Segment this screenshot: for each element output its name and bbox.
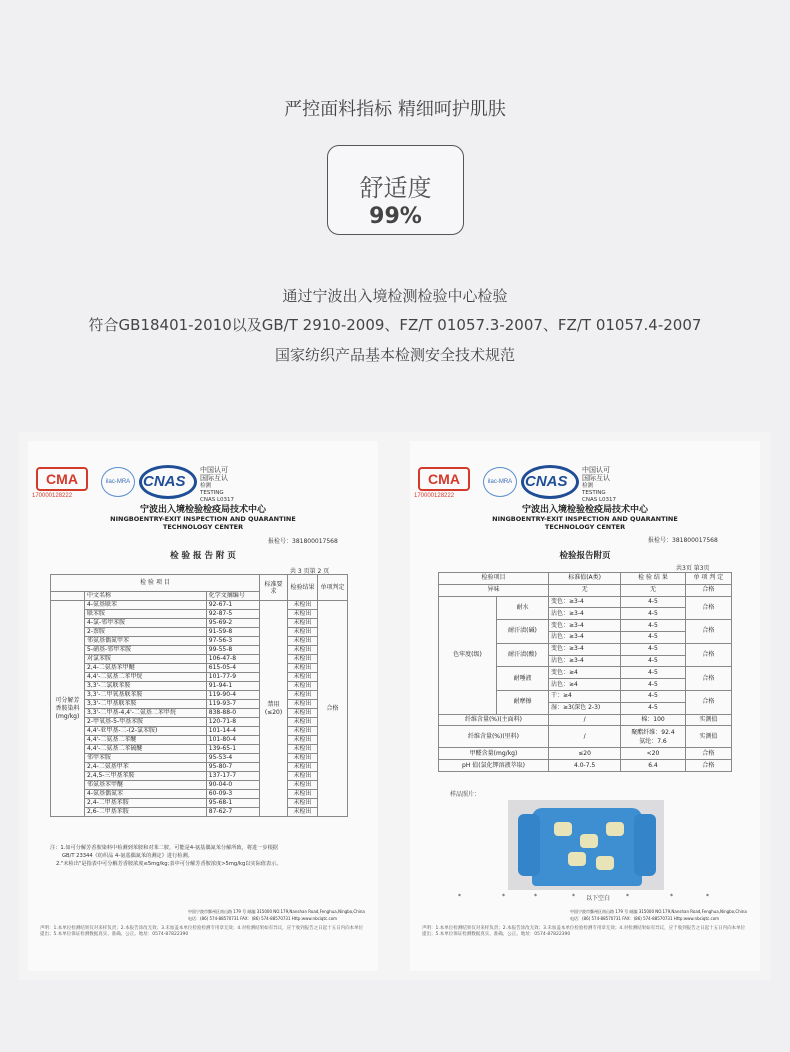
cma-id: 170000128222 — [32, 493, 73, 499]
result-value: 未检出 — [288, 691, 318, 700]
bear-print — [596, 856, 614, 870]
star-mark: * — [534, 893, 537, 900]
sub-label: 耐唾液 — [497, 667, 549, 691]
result-value: 未检出 — [288, 700, 318, 709]
cas-number: 119-90-4 — [206, 691, 259, 700]
cnas-text: CNAS — [525, 473, 568, 490]
org-name-en1: NINGBOENTRY-EXIT INSPECTION AND QUARANTINE — [110, 515, 296, 523]
note-2: 2."未检出"是指表中可分解芳香胺浓度≤5mg/kg;表中可分解芳香胺浓度>5mg/kg以实际值表示。 — [56, 861, 282, 867]
result-line-2: 氨纶：7.6 — [639, 737, 667, 745]
footer-disclaimer: 声明：1.本单位检测结果仅对来样负责；2.本报告涂改无效；3.未加盖本单位检验检测专用章无效；4.对检测结果如有异议，应于收到报告之日起十五日内向本单位提出；5.本单位保证检测数据真实、准确、公正。地址：0574-87822390 — [422, 926, 746, 937]
report-no: 报检号：381800017568 — [648, 537, 718, 544]
table-row — [51, 790, 348, 799]
amine-name: 4,4'-二氨基二苯醚 — [85, 736, 207, 745]
table-row — [51, 772, 348, 781]
comfort-label: 舒适度 — [359, 174, 432, 202]
result-value: 未检出 — [288, 763, 318, 772]
item-name: 纤维含量(%)(里料) — [439, 726, 549, 748]
judge-value: 实测值 — [685, 714, 731, 726]
result-value: 未检出 — [288, 655, 318, 664]
star-mark: * — [458, 893, 461, 900]
left-sleeve — [518, 814, 540, 876]
cas-number: 60-09-3 — [206, 790, 259, 799]
cas-number: 92-87-5 — [206, 610, 259, 619]
amine-name: 邻甲苯胺 — [85, 754, 207, 763]
comfort-badge — [327, 145, 464, 235]
ilac-mra-logo: ilac-MRA — [483, 467, 517, 497]
cnas-cn1: 中国认可 — [200, 466, 228, 474]
detail-value: 沾色：≥3-4 — [549, 608, 621, 620]
star-mark: * — [626, 893, 629, 900]
cas-number: 90-04-0 — [206, 781, 259, 790]
amine-name: 联苯胺 — [85, 610, 207, 619]
table-row — [51, 718, 348, 727]
amine-name: 邻氨基偶氮甲苯 — [85, 637, 207, 646]
amine-name: 2-甲氧基-5-甲基苯胺 — [85, 718, 207, 727]
page-counter: 共3页 第3页 — [676, 565, 710, 572]
cma-logo: CMA — [418, 467, 470, 491]
cas-number: 615-05-4 — [206, 664, 259, 673]
amine-name: 4,4'-二氨基二苯硫醚 — [85, 745, 207, 754]
col-result: 检验结果 — [288, 575, 318, 601]
cas-number: 137-17-7 — [206, 772, 259, 781]
report-page-2 — [28, 441, 378, 971]
table-row — [51, 610, 348, 619]
sub-label: 耐摩擦 — [497, 690, 549, 714]
standards-line: 符合GB18401-2010以及GB/T 2910-2009、FZ/T 01057.3-2007、FZ/T 01057.4-2007 — [88, 316, 702, 334]
azo-dye-table — [50, 574, 348, 817]
result-value: 未检出 — [288, 619, 318, 628]
detail-value: 变色：≥4 — [549, 667, 621, 679]
std-value: / — [549, 714, 621, 726]
star-mark: * — [572, 893, 575, 900]
cnas-info — [582, 467, 616, 504]
result-value: 4-5 — [621, 643, 685, 655]
item-name: pH 值(氯化钾溶液萃取) — [439, 760, 549, 772]
inspection-line: 通过宁波出入境检测检验中心检验 — [282, 287, 508, 305]
result-value: 未检出 — [288, 610, 318, 619]
page-counter: 共 3 页第 2 页 — [290, 568, 330, 575]
cnas-logo — [521, 465, 579, 499]
amine-name: 对氯苯胺 — [85, 655, 207, 664]
table-row — [51, 808, 348, 817]
table-row — [51, 781, 348, 790]
table-row — [51, 763, 348, 772]
cas-number: 120-71-8 — [206, 718, 259, 727]
footer-tel: 电话：(86) 574-88570731 FAX：(86) 574-88570731 Http:www.nbciqtc.com — [570, 916, 720, 921]
amine-name: 2-萘胺 — [85, 628, 207, 637]
result-value: 未检出 — [288, 718, 318, 727]
result-value: 未检出 — [288, 736, 318, 745]
bear-print — [568, 852, 586, 866]
result-value: 4-5 — [621, 702, 685, 714]
cnas-cn3: 检测 — [200, 483, 212, 489]
table-row — [51, 691, 348, 700]
table-header-row — [439, 573, 732, 585]
cnas-cn2: 国际互认 — [200, 474, 228, 482]
result-value: 未检出 — [288, 601, 318, 610]
sub-label: 耐汗渍(酸) — [497, 643, 549, 667]
cas-number: 92-67-1 — [206, 601, 259, 610]
table-row — [51, 709, 348, 718]
result-value: 未检出 — [288, 709, 318, 718]
result-value: 未检出 — [288, 727, 318, 736]
table-row — [439, 714, 732, 726]
detail-value: 干：≥4 — [549, 690, 621, 702]
result-value: 无 — [621, 584, 685, 596]
result-value: 未检出 — [288, 772, 318, 781]
table-row — [51, 655, 348, 664]
judge-value: 合格 — [685, 748, 731, 760]
ilac-mra-logo: ilac-MRA — [101, 467, 135, 497]
result-value: 4-5 — [621, 631, 685, 643]
report-heading: 检验报告附页 — [559, 551, 611, 561]
notes — [50, 844, 350, 868]
result-value: <20 — [621, 748, 685, 760]
spec-line: 国家纺织产品基本检测安全技术规范 — [274, 346, 515, 364]
col-item: 检验项目 — [439, 573, 549, 585]
col-result: 检 验 结 果 — [621, 573, 685, 585]
sweatshirt-image — [532, 808, 642, 886]
result-value: 未检出 — [288, 754, 318, 763]
amine-name: 5-硝基-邻甲苯胺 — [85, 646, 207, 655]
table-row — [51, 637, 348, 646]
cas-number: 101-80-4 — [206, 736, 259, 745]
cnas-info — [200, 467, 234, 504]
table-row — [439, 726, 732, 748]
report-header — [410, 455, 760, 505]
cas-number: 95-68-1 — [206, 799, 259, 808]
sub-label: 耐汗渍(碱) — [497, 620, 549, 644]
result-value: 4-5 — [621, 655, 685, 667]
table-row — [51, 700, 348, 709]
detail-value: 变色：≥3-4 — [549, 643, 621, 655]
cnas-text: CNAS — [143, 473, 186, 490]
table-row — [51, 628, 348, 637]
cas-number: 119-93-7 — [206, 700, 259, 709]
col-judge: 单 项 判 定 — [685, 573, 731, 585]
amine-name: 邻氨基苯甲醚 — [85, 781, 207, 790]
amine-name: 3,3'-二甲基联苯胺 — [85, 700, 207, 709]
judge-value: 实测值 — [685, 726, 731, 748]
table-row — [51, 601, 348, 610]
amine-name: 2,4-二甲基苯胺 — [85, 799, 207, 808]
judge-value: 合格 — [318, 601, 348, 817]
cas-number: 95-53-4 — [206, 754, 259, 763]
right-sleeve — [634, 814, 656, 876]
judge-value: 合格 — [685, 584, 731, 596]
table-row — [51, 646, 348, 655]
bear-print — [580, 834, 598, 848]
judge-value: 合格 — [685, 667, 731, 691]
table-row — [51, 673, 348, 682]
detail-value: 沾色：≥4 — [549, 679, 621, 691]
result-value: 未检出 — [288, 664, 318, 673]
cas-number: 95-69-2 — [206, 619, 259, 628]
org-name-cn: 宁波出入境检验检疫局技术中心 — [521, 505, 648, 515]
org-name-en2: TECHNOLOGY CENTER — [162, 523, 244, 531]
amine-name: 4-氨基联苯 — [85, 601, 207, 610]
amine-name: 2,4-二氨基苯甲醚 — [85, 664, 207, 673]
std-value: 禁用(≤20) — [260, 601, 288, 817]
judge-value: 合格 — [685, 643, 731, 667]
col-name: 中文名称 — [85, 592, 207, 601]
report-header — [28, 455, 378, 505]
cnas-no: CNAS L0317 — [582, 497, 617, 503]
detail-value: 变色：≥3-4 — [549, 596, 621, 608]
footer-disclaimer: 声明：1.本单位检测结果仅对来样负责；2.本报告涂改无效；3.未加盖本单位检验检测专用章无效；4.对检测结果如有异议，应于收到报告之日起十五日内向本单位提出；5.本单位保证检测数据真实、准确、公正。地址：0574-87822390 — [40, 926, 364, 937]
detail-value: 沾色：≥3-4 — [549, 631, 621, 643]
judge-value: 合格 — [685, 760, 731, 772]
comfort-value: 99% — [369, 204, 422, 229]
std-value: 4.0-7.5 — [549, 760, 621, 772]
detail-value: 沾色：≥3-4 — [549, 655, 621, 667]
footer-address: 中国宁波市鄞州区南山路 179 号 邮编 315000 NO.179,Nanshan Road,Fenghua,Ningbo,China — [570, 909, 747, 914]
end-label: 以下空白 — [586, 895, 611, 902]
col-std: 标准要求 — [260, 575, 288, 601]
result-value — [621, 726, 685, 748]
cnas-cn3: 检测 — [582, 483, 594, 489]
result-line-1: 聚酯纤维：92.4 — [631, 728, 675, 736]
cas-number: 87-62-7 — [206, 808, 259, 817]
star-mark: * — [706, 893, 709, 900]
result-value: 棉：100 — [621, 714, 685, 726]
org-name-cn: 宁波出入境检验检疫局技术中心 — [139, 505, 266, 515]
table-row — [439, 584, 732, 596]
amine-name: 3,3'-二甲氧基联苯胺 — [85, 691, 207, 700]
amine-name: 4,4'-二氨基二苯甲烷 — [85, 673, 207, 682]
table-row — [51, 736, 348, 745]
footer-address: 中国宁波市鄞州区南山路 179 号 邮编 315000 NO.179,Nanshan Road,Fenghua,Ningbo,China — [188, 909, 365, 914]
cas-number: 106-47-8 — [206, 655, 259, 664]
result-value: 4-5 — [621, 667, 685, 679]
amine-name: 4,4'-亚甲基-二-(2-氯苯胺) — [85, 727, 207, 736]
amine-name: 3,3'-二氯联苯胺 — [85, 682, 207, 691]
table-row — [51, 799, 348, 808]
result-value: 未检出 — [288, 781, 318, 790]
cas-number: 139-65-1 — [206, 745, 259, 754]
table-row — [51, 682, 348, 691]
table-row — [439, 748, 732, 760]
item-name: 纤维含量(%)(主面料) — [439, 714, 549, 726]
cas-number: 99-55-8 — [206, 646, 259, 655]
std-value: ≤20 — [549, 748, 621, 760]
photo-label: 样品照片： — [450, 791, 481, 798]
star-mark: * — [670, 893, 673, 900]
table-row — [51, 754, 348, 763]
result-value: 未检出 — [288, 808, 318, 817]
std-value: / — [549, 726, 621, 748]
std-value: 无 — [549, 584, 621, 596]
cas-number: 101-77-9 — [206, 673, 259, 682]
cnas-cn1: 中国认可 — [582, 466, 610, 474]
amine-name: 4-氨基偶氮苯 — [85, 790, 207, 799]
judge-value: 合格 — [685, 620, 731, 644]
result-value: 4-5 — [621, 620, 685, 632]
cas-number: 101-14-4 — [206, 727, 259, 736]
org-name-en1: NINGBOENTRY-EXIT INSPECTION AND QUARANTINE — [492, 515, 678, 523]
cas-number: 838-88-0 — [206, 709, 259, 718]
cnas-no: CNAS L0317 — [200, 497, 235, 503]
group-label: 可分解芳香胺染料(mg/kg) — [51, 601, 85, 817]
result-value: 未检出 — [288, 799, 318, 808]
judge-value: 合格 — [685, 690, 731, 714]
result-value: 4-5 — [621, 608, 685, 620]
star-mark: * — [502, 893, 505, 900]
judge-value: 合格 — [685, 596, 731, 620]
table-row — [51, 619, 348, 628]
cas-number: 97-56-3 — [206, 637, 259, 646]
cma-logo: CMA — [36, 467, 88, 491]
note-1: 注：1.如可分解芳香胺染料中检测到苯胺和对苯二胺，可能是4-氨基偶氮苯分解所致，将进一步根据 — [50, 845, 278, 851]
cnas-cn2: 国际互认 — [582, 474, 610, 482]
sample-photo — [508, 800, 664, 890]
report-page-3 — [410, 441, 760, 971]
amine-name: 4-氯-邻甲苯胺 — [85, 619, 207, 628]
table-row — [51, 664, 348, 673]
cnas-en: TESTING — [200, 490, 224, 496]
amine-name: 2,6-二甲基苯胺 — [85, 808, 207, 817]
quality-table — [438, 572, 732, 772]
table-row — [439, 596, 732, 608]
col-item: 检 验 项 目 — [51, 575, 260, 592]
page-title: 严控面料指标 精细呵护肌肤 — [284, 99, 506, 120]
item-name: 异味 — [439, 584, 549, 596]
result-value: 未检出 — [288, 637, 318, 646]
result-value: 未检出 — [288, 790, 318, 799]
report-no: 报检号：381800017568 — [268, 538, 338, 545]
cma-id: 170000128222 — [414, 493, 455, 499]
report-heading: 检 验 报 告 附 页 — [170, 551, 236, 561]
bear-print — [554, 822, 572, 836]
detail-value: 变色：≥3-4 — [549, 620, 621, 632]
note-1b: GB/T 23344《纺织品 4-氨基偶氮苯的测定》进行检测。 — [62, 853, 193, 859]
table-row — [51, 727, 348, 736]
result-value: 未检出 — [288, 682, 318, 691]
col-judge: 单项判定 — [318, 575, 348, 601]
bear-print — [606, 822, 624, 836]
cas-number: 95-80-7 — [206, 763, 259, 772]
result-value: 4-5 — [621, 690, 685, 702]
amine-name: 3,3'-二甲基-4,4'-二氨基二苯甲烷 — [85, 709, 207, 718]
detail-value: 湿：≥3(深色 2-3) — [549, 702, 621, 714]
org-name-en2: TECHNOLOGY CENTER — [544, 523, 626, 531]
result-value: 未检出 — [288, 646, 318, 655]
result-value: 6.4 — [621, 760, 685, 772]
result-value: 未检出 — [288, 745, 318, 754]
cnas-logo — [139, 465, 197, 499]
col-cas: 化学文摘编号 — [206, 592, 259, 601]
cnas-en: TESTING — [582, 490, 606, 496]
result-value: 未检出 — [288, 628, 318, 637]
amine-name: 2,4-二氨基甲苯 — [85, 763, 207, 772]
table-header-row — [51, 575, 348, 592]
table-row — [439, 760, 732, 772]
cas-number: 91-94-1 — [206, 682, 259, 691]
result-value: 4-5 — [621, 596, 685, 608]
cas-number: 91-59-8 — [206, 628, 259, 637]
group-label: 色牢度(级) — [439, 596, 497, 714]
table-row — [51, 745, 348, 754]
sub-label: 耐水 — [497, 596, 549, 620]
item-name: 甲醛含量(mg/kg) — [439, 748, 549, 760]
result-value: 4-5 — [621, 679, 685, 691]
footer-tel: 电话：(86) 574-88570731 FAX：(86) 574-88570731 Http:www.nbciqtc.com — [188, 916, 338, 921]
amine-name: 2,4,5-三甲基苯胺 — [85, 772, 207, 781]
result-value: 未检出 — [288, 673, 318, 682]
col-std: 标准值(A类) — [549, 573, 621, 585]
